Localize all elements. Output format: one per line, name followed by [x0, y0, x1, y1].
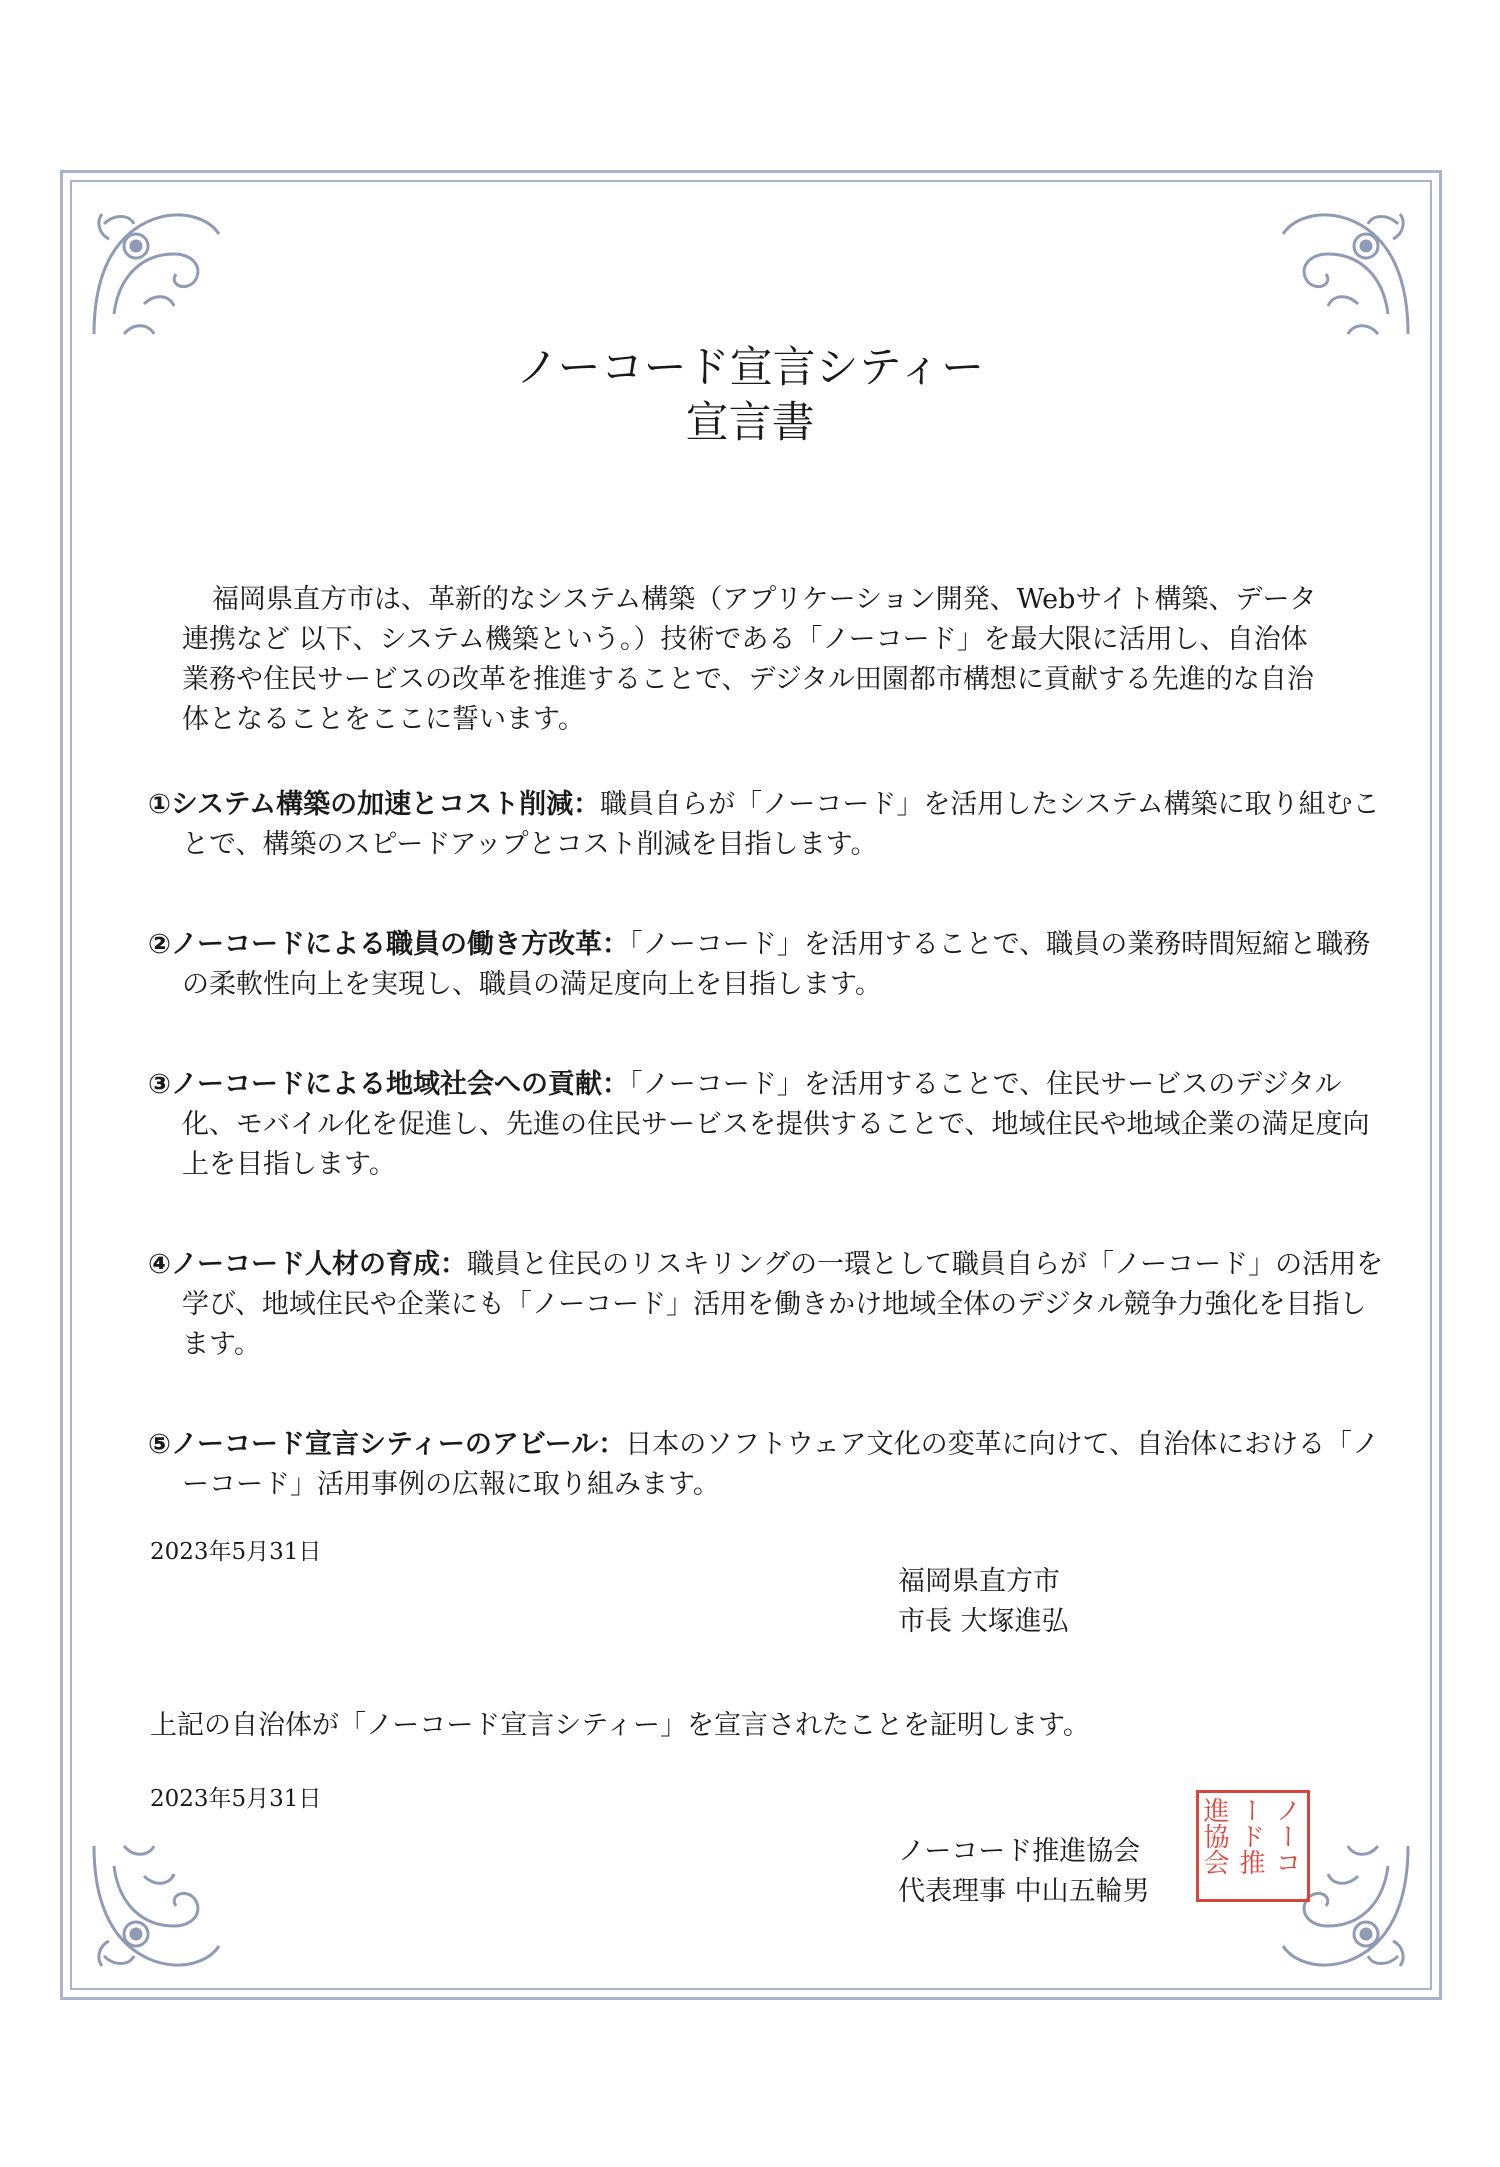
item-body: 職員自らが「ノーコード」を活用したシステム構築に取り組むことで、構築のスピードアップとコスト削減を目指します。: [182, 789, 1380, 860]
declaration-signature: [898, 1562, 1069, 1642]
item-heading: ①システム構築の加速とコスト削減：: [148, 789, 601, 820]
corner-ornament-icon: [84, 194, 234, 344]
certifying-organization: ノーコード推進協会: [898, 1836, 1141, 1867]
list-item: [148, 785, 1388, 865]
certification-date: 2023年5月31日: [150, 1786, 322, 1812]
certification-statement: 上記の自治体が「ノーコード宣言シティー」を宣言されたことを証明します。: [150, 1710, 1090, 1741]
list-item: [148, 1065, 1388, 1185]
item-body: 日本のソフトウェア文化の変革に向けて、自治体における「ノーコード」活用事例の広報に取り組みます。: [182, 1429, 1380, 1500]
item-heading: ②ノーコードによる職員の働き方改革：: [148, 929, 630, 960]
declaration-date: 2023年5月31日: [150, 1539, 322, 1565]
seal-text: ード推: [1235, 1797, 1265, 1875]
declaring-organization: 福岡県直方市: [898, 1566, 1060, 1597]
document-title: ノーコード宣言シティー: [515, 343, 985, 393]
item-heading: ④ノーコード人材の育成：: [148, 1249, 468, 1280]
list-item: [148, 1425, 1388, 1505]
seal-text: 進協会: [1199, 1797, 1229, 1875]
seal-text: ノーコ: [1271, 1797, 1301, 1875]
certifying-signer: 代表理事 中山五輪男: [898, 1876, 1150, 1907]
declaring-signer: 市長 大塚進弘: [898, 1606, 1069, 1637]
list-item: [148, 1245, 1388, 1365]
item-body: 職員と住民のリスキリングの一環として職員自らが「ノーコード」の活用を学び、地域住民や企業にも「ノーコード」活用を働きかけ地域全体のデジタル競争力強化を目指します。: [182, 1249, 1384, 1360]
item-body: 「ノーコード」を活用することで、職員の業務時間短縮と職務の柔軟性向上を実現し、職員の満足度向上を目指します。: [182, 929, 1371, 1000]
item-heading: ⑤ノーコード宣言シティーのアビール：: [148, 1429, 626, 1460]
document-subtitle: 宣言書: [685, 398, 815, 448]
corner-ornament-icon: [1268, 194, 1418, 344]
certification-signature: [898, 1832, 1150, 1912]
intro-paragraph: 福岡県直方市は、革新的なシステム構築（アプリケーション開発、Webサイト構築、データ連携など 以下、システム機築という。）技術である「ノーコード」を最大限に活用し、自治体業務や住民サービスの改革を推進することで、デジタル田園都市構想に貢献する先進的な自治体となることをここに誓います。: [182, 584, 1317, 735]
red-seal-stamp: [1196, 1790, 1310, 1902]
item-heading: ③ノーコードによる地域社会への貢献：: [148, 1069, 630, 1100]
list-item: [148, 925, 1388, 1005]
declaration-items: [148, 785, 1388, 1565]
corner-ornament-icon: [84, 1836, 234, 1986]
item-body: 「ノーコード」を活用することで、住民サービスのデジタル化、モバイル化を促進し、先進の住民サービスを提供することで、地域住民や地域企業の満足度向上を目指します。: [182, 1069, 1370, 1180]
